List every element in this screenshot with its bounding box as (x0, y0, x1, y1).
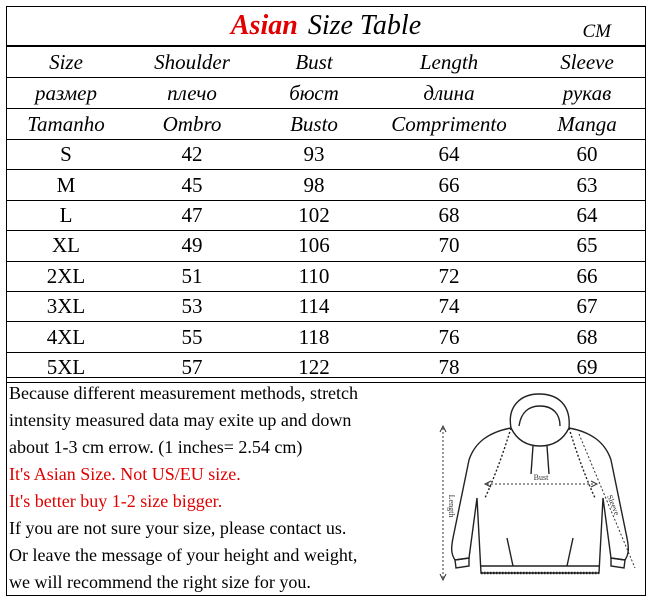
measurement-cell: 49 (125, 231, 259, 261)
warning-note: It's better buy 1-2 size bigger. (9, 491, 223, 511)
table-row (7, 261, 645, 291)
size-cell: L (7, 200, 125, 230)
measurement-cell: 93 (259, 140, 369, 170)
header-cell: длина (369, 78, 529, 109)
measurement-cell: 70 (369, 231, 529, 261)
measurement-cell: 76 (369, 322, 529, 352)
measurement-cell: 66 (529, 261, 645, 291)
header-row (7, 78, 645, 109)
header-cell: Size (7, 47, 125, 78)
measurement-cell: 78 (369, 352, 529, 382)
measurement-cell: 114 (259, 291, 369, 321)
header-cell: плечо (125, 78, 259, 109)
measurement-cell: 122 (259, 352, 369, 382)
size-table-card (6, 6, 646, 596)
measurement-cell: 98 (259, 170, 369, 200)
notes-section (7, 377, 645, 596)
warning-note: It's Asian Size. Not US/EU size. (9, 464, 241, 484)
measurement-cell: 64 (369, 140, 529, 170)
note-line: Or leave the message of your height and weight, (9, 545, 358, 565)
header-cell: Shoulder (125, 47, 259, 78)
header-cell: Manga (529, 109, 645, 140)
measurement-cell: 118 (259, 322, 369, 352)
table-row (7, 322, 645, 352)
size-cell: 3XL (7, 291, 125, 321)
table-row (7, 170, 645, 200)
measurement-cell: 53 (125, 291, 259, 321)
title-rest: Size Table (307, 10, 422, 41)
note-line: If you are not sure your size, please contact us. (9, 518, 347, 538)
size-cell: M (7, 170, 125, 200)
note-line: about 1-3 cm errow. (1 inches= 2.54 cm) (9, 437, 303, 457)
measurement-cell: 110 (259, 261, 369, 291)
size-cell: XL (7, 231, 125, 261)
header-row (7, 109, 645, 140)
measurement-cell: 63 (529, 170, 645, 200)
hoodie-diagram (429, 388, 645, 588)
measurement-cell: 51 (125, 261, 259, 291)
measurement-cell: 45 (125, 170, 259, 200)
note-line: we will recommend the right size for you. (9, 572, 311, 592)
header-cell: Bust (259, 47, 369, 78)
header-cell: Ombro (125, 109, 259, 140)
measurement-cell: 42 (125, 140, 259, 170)
header-cell: бюст (259, 78, 369, 109)
header-cell: Comprimento (369, 109, 529, 140)
measurement-cell: 106 (259, 231, 369, 261)
header-cell: Length (369, 47, 529, 78)
measurement-cell: 55 (125, 322, 259, 352)
measurement-cell: 60 (529, 140, 645, 170)
length-label: Length (447, 494, 456, 518)
table-row (7, 231, 645, 261)
header-cell: Sleeve (529, 47, 645, 78)
measurement-cell: 74 (369, 291, 529, 321)
size-table (7, 46, 645, 383)
table-row (7, 200, 645, 230)
header-row (7, 47, 645, 78)
measurement-cell: 64 (529, 200, 645, 230)
measurement-cell: 68 (369, 200, 529, 230)
size-cell: 4XL (7, 322, 125, 352)
header-cell: Tamanho (7, 109, 125, 140)
header-cell: размер (7, 78, 125, 109)
unit-label: CM (582, 21, 611, 42)
measurement-cell: 66 (369, 170, 529, 200)
table-row (7, 291, 645, 321)
measurement-cell: 102 (259, 200, 369, 230)
measurement-cell: 57 (125, 352, 259, 382)
note-line: Because different measurement methods, stretch (9, 383, 359, 403)
note-line: intensity measured data may exite up and down (9, 410, 352, 430)
size-cell: S (7, 140, 125, 170)
page-title (7, 9, 645, 43)
header-cell: рукав (529, 78, 645, 109)
measurement-cell: 68 (529, 322, 645, 352)
measurement-cell: 67 (529, 291, 645, 321)
header-cell: Busto (259, 109, 369, 140)
measurement-cell: 72 (369, 261, 529, 291)
title-highlight: Asian (230, 10, 298, 41)
measurement-cell: 65 (529, 231, 645, 261)
title-row (7, 7, 645, 46)
measurement-cell: 69 (529, 352, 645, 382)
size-cell: 2XL (7, 261, 125, 291)
sleeve-label: Sleeve (605, 493, 622, 517)
bust-label: Bust (533, 473, 549, 482)
measurement-cell: 47 (125, 200, 259, 230)
size-cell: 5XL (7, 352, 125, 382)
table-row (7, 140, 645, 170)
